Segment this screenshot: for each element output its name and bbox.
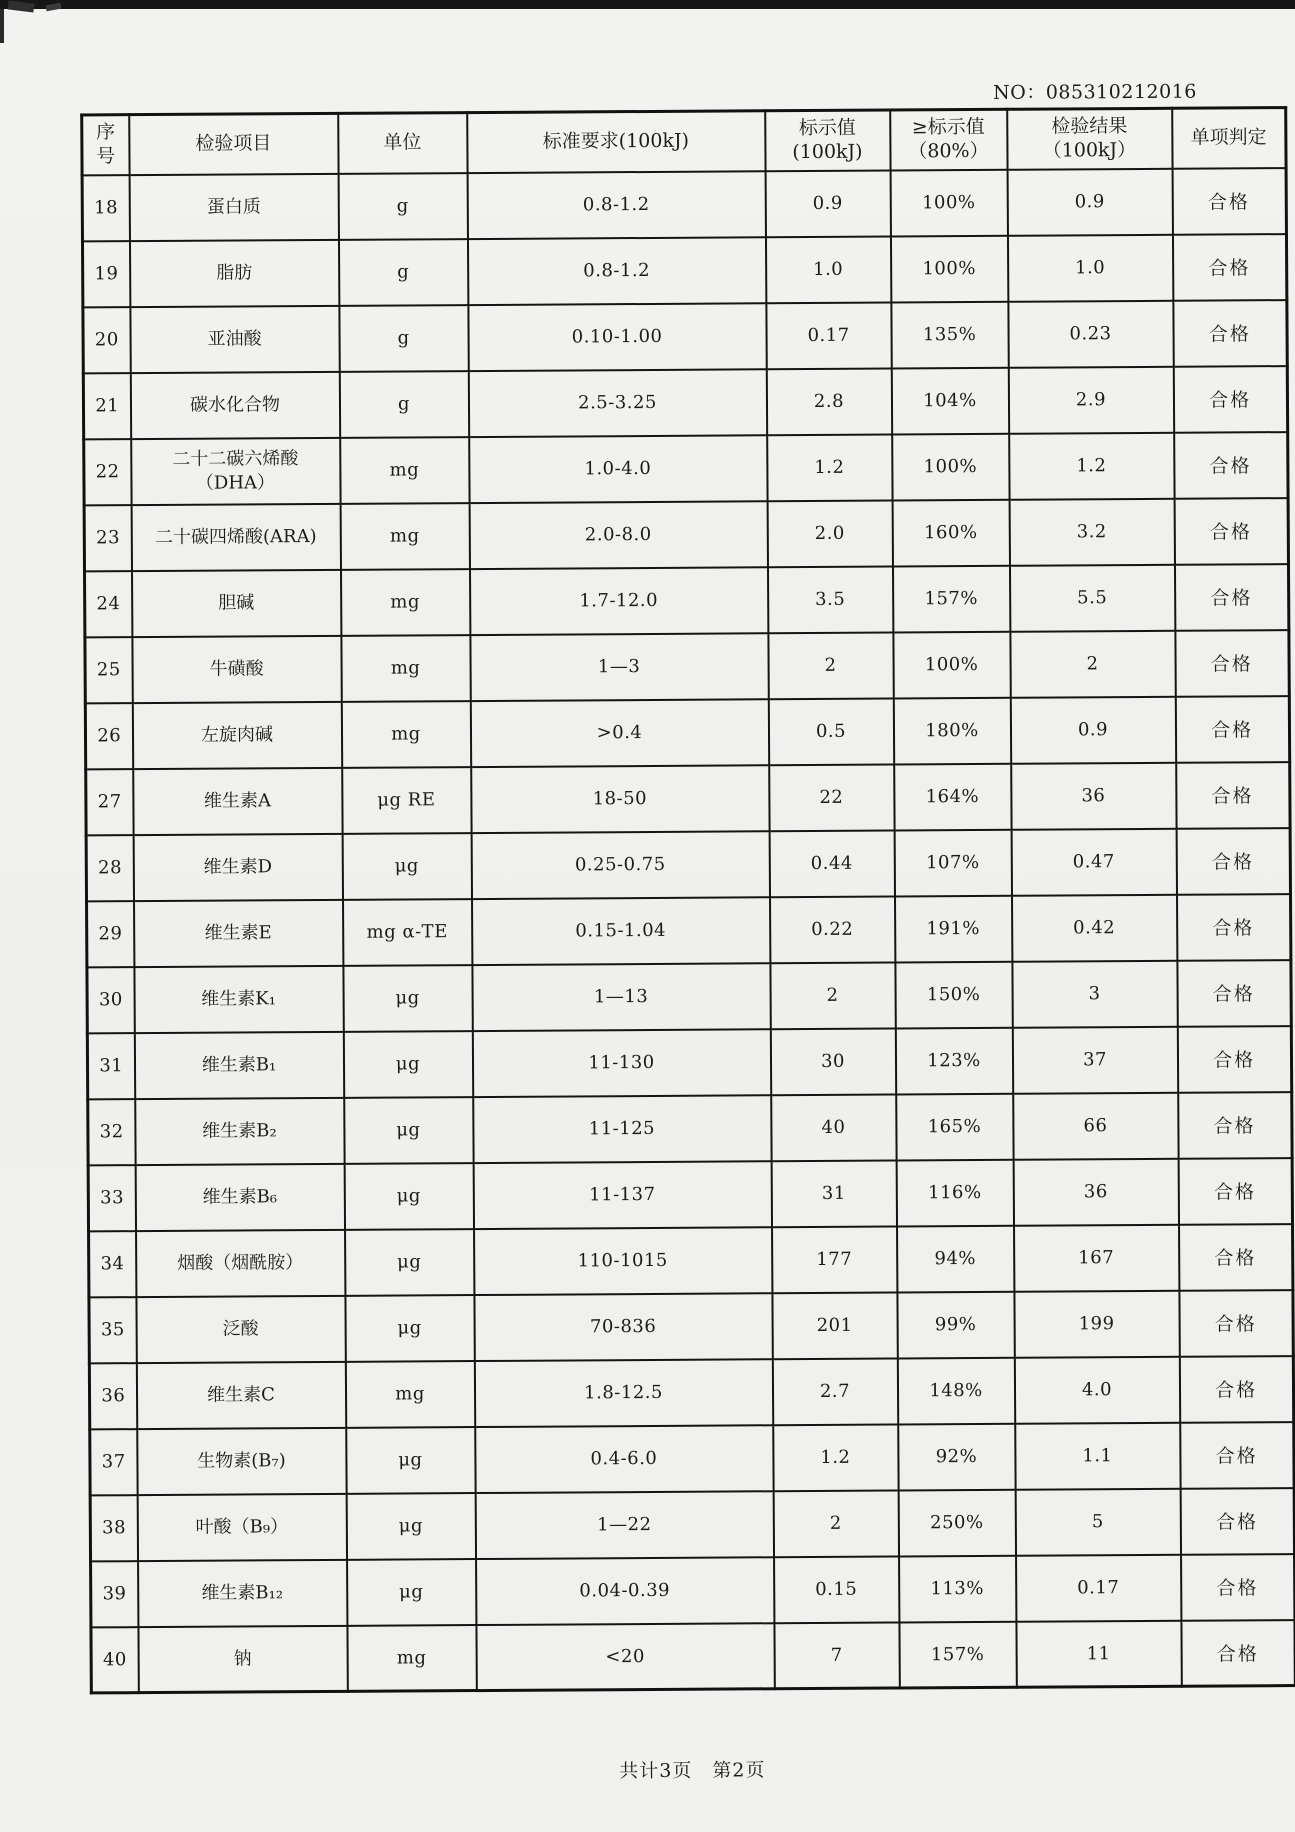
cell-item-verdict: 合格 xyxy=(1178,1092,1292,1159)
cell-labeled-value: 2 xyxy=(773,1490,898,1557)
cell-test-item: 叶酸（B₉） xyxy=(137,1493,346,1560)
cell-seq-no: 40 xyxy=(91,1627,138,1693)
cell-item-verdict: 合格 xyxy=(1179,1290,1293,1357)
cell-test-item: 二十碳四烯酸(ARA) xyxy=(131,503,340,570)
table-row-24 xyxy=(85,564,1289,637)
cell-unit: mg α-TE xyxy=(343,899,472,966)
table-row-32 xyxy=(88,1092,1292,1165)
cell-ratio-of-labeled: 160% xyxy=(892,499,1009,566)
cell-item-verdict: 合格 xyxy=(1176,828,1290,895)
cell-test-item: 碳水化合物 xyxy=(130,371,339,438)
cell-test-item: 维生素B₆ xyxy=(135,1163,344,1230)
cell-labeled-value: 2 xyxy=(768,632,893,699)
cell-test-item: 亚油酸 xyxy=(130,305,339,372)
cell-ratio-of-labeled: 157% xyxy=(899,1621,1016,1688)
cell-seq-no: 37 xyxy=(90,1429,137,1495)
cell-item-verdict: 合格 xyxy=(1177,1026,1291,1093)
cell-labeled-value: 2.0 xyxy=(767,500,892,567)
cell-seq-no: 18 xyxy=(82,175,129,241)
table-row-35 xyxy=(89,1290,1293,1363)
cell-item-verdict: 合格 xyxy=(1174,432,1288,499)
cell-standard-requirement: 11-130 xyxy=(472,1029,770,1097)
cell-seq-no: 39 xyxy=(91,1561,138,1627)
cell-ratio-of-labeled: 104% xyxy=(891,367,1008,434)
cell-unit: μg xyxy=(346,1493,475,1560)
cell-unit: μg xyxy=(345,1229,474,1296)
cell-seq-no: 32 xyxy=(88,1099,135,1165)
cell-ratio-of-labeled: 116% xyxy=(896,1159,1013,1226)
cell-standard-requirement: 0.8-1.2 xyxy=(467,171,765,239)
cell-ratio-of-labeled: 100% xyxy=(892,433,1009,500)
table-row-40 xyxy=(91,1620,1295,1693)
header-seq-no: 序号 xyxy=(82,115,129,175)
cell-test-result: 11 xyxy=(1016,1620,1181,1687)
table-body xyxy=(82,168,1295,1693)
cell-standard-requirement: 1—13 xyxy=(472,963,770,1031)
cell-seq-no: 33 xyxy=(88,1165,135,1231)
cell-test-result: 0.9 xyxy=(1007,168,1172,235)
cell-item-verdict: 合格 xyxy=(1179,1356,1293,1423)
cell-test-item: 胆碱 xyxy=(131,569,340,636)
cell-ratio-of-labeled: 123% xyxy=(895,1027,1012,1094)
table-row-38 xyxy=(90,1488,1294,1561)
cell-ratio-of-labeled: 99% xyxy=(897,1291,1014,1358)
table-row-22 xyxy=(84,432,1288,505)
header-test-result: 检验结果 （100kJ） xyxy=(1007,108,1172,169)
cell-standard-requirement: 0.04-0.39 xyxy=(476,1557,774,1625)
cell-test-item: 生物素(B₇) xyxy=(137,1427,346,1494)
cell-unit: g xyxy=(339,371,468,438)
cell-labeled-value: 3.5 xyxy=(767,566,892,633)
cell-standard-requirement: 0.10-1.00 xyxy=(468,303,766,371)
table-row-29 xyxy=(87,894,1291,967)
cell-item-verdict: 合格 xyxy=(1175,696,1289,763)
cell-test-item: 维生素B₁ xyxy=(134,1031,343,1098)
cell-test-item: 左旋肉碱 xyxy=(132,701,341,768)
cell-unit: μg RE xyxy=(342,767,471,834)
cell-item-verdict: 合格 xyxy=(1181,1620,1295,1687)
cell-test-result: 3.2 xyxy=(1009,498,1174,565)
header-item-verdict: 单项判定 xyxy=(1172,108,1286,169)
cell-test-item: 维生素E xyxy=(134,899,343,966)
cell-unit: mg xyxy=(347,1625,476,1692)
cell-test-result: 0.42 xyxy=(1011,894,1176,961)
cell-standard-requirement: 1—3 xyxy=(470,633,768,701)
table-row-31 xyxy=(87,1026,1291,1099)
cell-item-verdict: 合格 xyxy=(1172,234,1286,301)
cell-standard-requirement: 11-125 xyxy=(473,1095,771,1163)
cell-test-result: 0.47 xyxy=(1011,828,1176,895)
cell-labeled-value: 1.2 xyxy=(767,434,892,501)
cell-item-verdict: 合格 xyxy=(1176,894,1290,961)
cell-test-result: 2 xyxy=(1010,630,1175,697)
cell-standard-requirement: >0.4 xyxy=(470,699,768,767)
cell-seq-no: 23 xyxy=(84,505,131,571)
cell-item-verdict: 合格 xyxy=(1179,1224,1293,1291)
cell-standard-requirement: 0.4-6.0 xyxy=(475,1425,773,1493)
cell-test-result: 0.9 xyxy=(1010,696,1175,763)
cell-standard-requirement: 0.8-1.2 xyxy=(467,237,765,305)
cell-seq-no: 20 xyxy=(83,307,130,373)
cell-item-verdict: 合格 xyxy=(1173,366,1287,433)
cell-standard-requirement: 1—22 xyxy=(475,1491,773,1559)
cell-labeled-value: 0.17 xyxy=(766,302,891,369)
cell-standard-requirement: 2.5-3.25 xyxy=(468,369,766,437)
cell-test-item: 维生素K₁ xyxy=(134,965,343,1032)
cell-test-result: 1.1 xyxy=(1015,1422,1180,1489)
cell-unit: μg xyxy=(344,1097,473,1164)
cell-unit: μg xyxy=(347,1559,476,1626)
cell-test-result: 3 xyxy=(1012,960,1177,1027)
table-row-34 xyxy=(89,1224,1293,1297)
cell-unit: g xyxy=(338,239,467,306)
table-row-18 xyxy=(82,168,1286,241)
cell-item-verdict: 合格 xyxy=(1174,564,1288,631)
cell-ratio-of-labeled: 157% xyxy=(892,565,1009,632)
cell-ratio-of-labeled: 100% xyxy=(890,169,1007,236)
cell-labeled-value: 0.15 xyxy=(774,1556,899,1623)
cell-ratio-of-labeled: 100% xyxy=(893,631,1010,698)
cell-test-result: 0.23 xyxy=(1008,300,1173,367)
cell-standard-requirement: 70-836 xyxy=(474,1293,772,1361)
cell-ratio-of-labeled: 107% xyxy=(894,829,1011,896)
cell-standard-requirement: 1.8-12.5 xyxy=(474,1359,772,1427)
cell-labeled-value: 0.5 xyxy=(768,698,893,765)
cell-standard-requirement: 0.15-1.04 xyxy=(472,897,770,965)
cell-seq-no: 26 xyxy=(85,703,132,769)
cell-test-item: 二十二碳六烯酸 （DHA） xyxy=(131,437,340,504)
cell-ratio-of-labeled: 113% xyxy=(899,1555,1016,1622)
cell-test-item: 脂肪 xyxy=(129,239,338,306)
cell-labeled-value: 40 xyxy=(771,1094,896,1161)
cell-seq-no: 34 xyxy=(89,1231,136,1297)
cell-item-verdict: 合格 xyxy=(1177,960,1291,1027)
table-row-19 xyxy=(82,234,1286,307)
cell-seq-no: 29 xyxy=(87,901,134,967)
cell-test-result: 5.5 xyxy=(1009,564,1174,631)
cell-standard-requirement: 18-50 xyxy=(471,765,769,833)
inspection-table xyxy=(80,106,1295,1694)
cell-seq-no: 21 xyxy=(83,373,130,439)
cell-test-item: 蛋白质 xyxy=(129,173,338,240)
cell-unit: mg xyxy=(345,1361,474,1428)
cell-seq-no: 27 xyxy=(86,769,133,835)
table-row-37 xyxy=(90,1422,1294,1495)
cell-standard-requirement: 0.25-0.75 xyxy=(471,831,769,899)
cell-ratio-of-labeled: 191% xyxy=(895,895,1012,962)
cell-item-verdict: 合格 xyxy=(1175,630,1289,697)
cell-test-item: 维生素D xyxy=(133,833,342,900)
cell-standard-requirement: 110-1015 xyxy=(474,1227,772,1295)
header-unit: 单位 xyxy=(338,113,467,174)
cell-unit: mg xyxy=(341,701,470,768)
cell-test-result: 36 xyxy=(1013,1158,1178,1225)
cell-test-item: 烟酸（烟酰胺） xyxy=(136,1229,345,1296)
header-standard-requirement: 标准要求(100kJ) xyxy=(467,111,765,173)
cell-standard-requirement: <20 xyxy=(476,1623,774,1691)
cell-labeled-value: 0.9 xyxy=(765,170,890,237)
cell-standard-requirement: 1.0-4.0 xyxy=(469,435,767,503)
table-row-27 xyxy=(86,762,1290,835)
cell-seq-no: 25 xyxy=(85,637,132,703)
cell-labeled-value: 0.22 xyxy=(770,896,895,963)
cell-test-item: 维生素C xyxy=(136,1361,345,1428)
cell-test-item: 维生素A xyxy=(133,767,342,834)
cell-seq-no: 19 xyxy=(82,241,129,307)
cell-unit: mg xyxy=(341,635,470,702)
cell-item-verdict: 合格 xyxy=(1180,1422,1294,1489)
cell-standard-requirement: 11-137 xyxy=(473,1161,771,1229)
cell-test-result: 66 xyxy=(1013,1092,1178,1159)
cell-test-result: 2.9 xyxy=(1008,366,1173,433)
table-row-30 xyxy=(87,960,1291,1033)
cell-labeled-value: 201 xyxy=(772,1292,897,1359)
table-header xyxy=(82,108,1286,175)
cell-ratio-of-labeled: 148% xyxy=(897,1357,1014,1424)
cell-seq-no: 36 xyxy=(89,1363,136,1429)
cell-test-item: 维生素B₁₂ xyxy=(138,1559,347,1626)
cell-unit: μg xyxy=(342,833,471,900)
page-footer: 共计3页 第2页 xyxy=(619,1759,766,1783)
cell-test-item: 维生素B₂ xyxy=(135,1097,344,1164)
cell-item-verdict: 合格 xyxy=(1181,1554,1295,1621)
cell-item-verdict: 合格 xyxy=(1180,1488,1294,1555)
cell-labeled-value: 22 xyxy=(769,764,894,831)
cell-item-verdict: 合格 xyxy=(1173,300,1287,367)
cell-seq-no: 28 xyxy=(86,835,133,901)
cell-test-result: 36 xyxy=(1011,762,1176,829)
table-row-20 xyxy=(83,300,1287,373)
table-row-39 xyxy=(91,1554,1295,1627)
cell-ratio-of-labeled: 164% xyxy=(894,763,1011,830)
cell-labeled-value: 2 xyxy=(770,962,895,1029)
cell-labeled-value: 7 xyxy=(774,1622,899,1689)
report-number: NO：085310212016 xyxy=(993,80,1197,104)
cell-test-result: 199 xyxy=(1014,1290,1179,1357)
cell-labeled-value: 177 xyxy=(772,1226,897,1293)
header-labeled-value: 标示值 (100kJ) xyxy=(765,110,890,171)
cell-test-result: 1.0 xyxy=(1007,234,1172,301)
cell-unit: μg xyxy=(345,1295,474,1362)
cell-ratio-of-labeled: 150% xyxy=(895,961,1012,1028)
cell-item-verdict: 合格 xyxy=(1178,1158,1292,1225)
table-row-21 xyxy=(83,366,1287,439)
cell-labeled-value: 1.2 xyxy=(773,1424,898,1491)
cell-ratio-of-labeled: 92% xyxy=(898,1423,1015,1490)
cell-test-result: 0.17 xyxy=(1016,1554,1181,1621)
table-row-36 xyxy=(89,1356,1293,1429)
table-row-33 xyxy=(88,1158,1292,1231)
cell-unit: g xyxy=(339,305,468,372)
cell-standard-requirement: 1.7-12.0 xyxy=(469,567,767,635)
cell-ratio-of-labeled: 180% xyxy=(893,697,1010,764)
cell-test-result: 5 xyxy=(1015,1488,1180,1555)
cell-test-result: 1.2 xyxy=(1009,432,1174,499)
cell-labeled-value: 1.0 xyxy=(765,236,890,303)
table-row-28 xyxy=(86,828,1290,901)
cell-ratio-of-labeled: 250% xyxy=(898,1489,1015,1556)
cell-unit: μg xyxy=(346,1427,475,1494)
table-row-26 xyxy=(85,696,1289,769)
cell-test-item: 泛酸 xyxy=(136,1295,345,1362)
cell-unit: mg xyxy=(340,437,469,504)
cell-unit: μg xyxy=(344,1163,473,1230)
cell-item-verdict: 合格 xyxy=(1172,168,1286,235)
cell-ratio-of-labeled: 165% xyxy=(896,1093,1013,1160)
header-ratio-of-labeled: ≥标示值 （80%） xyxy=(890,109,1007,170)
cell-labeled-value: 2.8 xyxy=(766,368,891,435)
cell-test-item: 牛磺酸 xyxy=(132,635,341,702)
cell-seq-no: 22 xyxy=(84,439,131,505)
table-header-row xyxy=(82,108,1286,175)
cell-ratio-of-labeled: 94% xyxy=(897,1225,1014,1292)
table-row-23 xyxy=(84,498,1288,571)
cell-unit: mg xyxy=(340,569,469,636)
cell-unit: g xyxy=(338,173,467,240)
cell-item-verdict: 合格 xyxy=(1174,498,1288,565)
cell-unit: mg xyxy=(340,503,469,570)
table-row-25 xyxy=(85,630,1289,703)
cell-ratio-of-labeled: 135% xyxy=(891,301,1008,368)
header-test-item: 检验项目 xyxy=(129,113,338,174)
cell-labeled-value: 30 xyxy=(770,1028,895,1095)
cell-test-result: 4.0 xyxy=(1014,1356,1179,1423)
cell-test-item: 钠 xyxy=(138,1625,347,1692)
cell-seq-no: 31 xyxy=(87,1033,134,1099)
cell-unit: μg xyxy=(343,1031,472,1098)
cell-seq-no: 35 xyxy=(89,1297,136,1363)
cell-labeled-value: 0.44 xyxy=(769,830,894,897)
cell-labeled-value: 31 xyxy=(771,1160,896,1227)
cell-ratio-of-labeled: 100% xyxy=(890,235,1007,302)
cell-labeled-value: 2.7 xyxy=(772,1358,897,1425)
cell-test-result: 167 xyxy=(1014,1224,1179,1291)
cell-seq-no: 30 xyxy=(87,967,134,1033)
cell-unit: μg xyxy=(343,965,472,1032)
cell-seq-no: 24 xyxy=(85,571,132,637)
cell-seq-no: 38 xyxy=(90,1495,137,1561)
cell-standard-requirement: 2.0-8.0 xyxy=(469,501,767,569)
cell-item-verdict: 合格 xyxy=(1176,762,1290,829)
cell-test-result: 37 xyxy=(1012,1026,1177,1093)
